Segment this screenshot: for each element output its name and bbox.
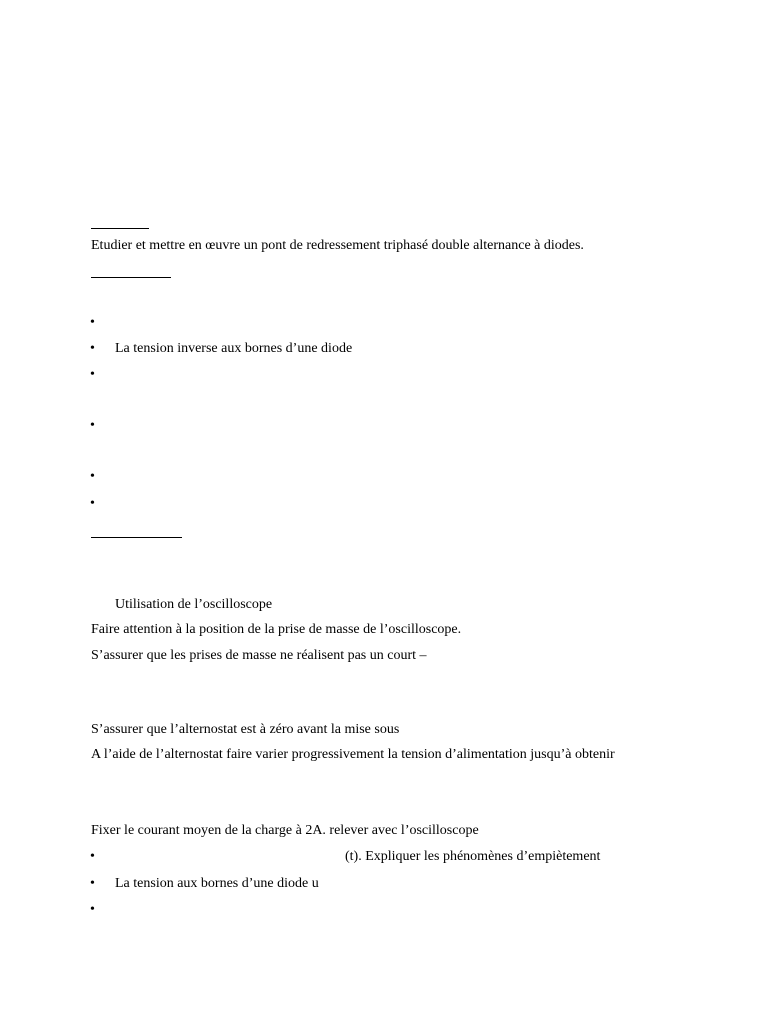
bullet-icon: • — [90, 367, 95, 382]
short-circuit-text: S’assurer que les prises de masse ne réalisent pas un court – — [91, 648, 427, 663]
bullet-icon: • — [90, 315, 95, 330]
heading-underline-study — [91, 277, 171, 278]
list-item-text: (t). Expliquer les phénomènes d’empiètement — [345, 849, 601, 864]
measurement-intro-text: Fixer le courant moyen de la charge à 2A. relever avec l’oscilloscope — [91, 823, 479, 838]
list-item-text: La tension aux bornes d’une diode u — [115, 876, 319, 891]
bullet-icon: • — [90, 418, 95, 433]
list-item-text: La tension inverse aux bornes d’une diode — [115, 341, 353, 356]
bullet-icon: • — [90, 496, 95, 511]
bullet-icon: • — [90, 876, 95, 891]
bullet-icon: • — [90, 849, 95, 864]
heading-underline-safety — [91, 537, 182, 538]
bullet-icon: • — [90, 469, 95, 484]
objective-text: Etudier et mettre en œuvre un pont de redressement triphasé double alternance à diodes. — [91, 238, 584, 253]
alternostat-zero-text: S’assurer que l’alternostat est à zéro avant la mise sous — [91, 722, 400, 737]
heading-underline-objective — [91, 228, 149, 229]
ground-attention-text: Faire attention à la position de la prise de masse de l’oscilloscope. — [91, 622, 462, 637]
alternostat-vary-text: A l’aide de l’alternostat faire varier progressivement la tension d’alimentation jusqu’à obtenir — [91, 747, 615, 762]
oscilloscope-heading: Utilisation de l’oscilloscope — [115, 597, 273, 612]
bullet-icon: • — [90, 341, 95, 356]
bullet-icon: • — [90, 902, 95, 917]
